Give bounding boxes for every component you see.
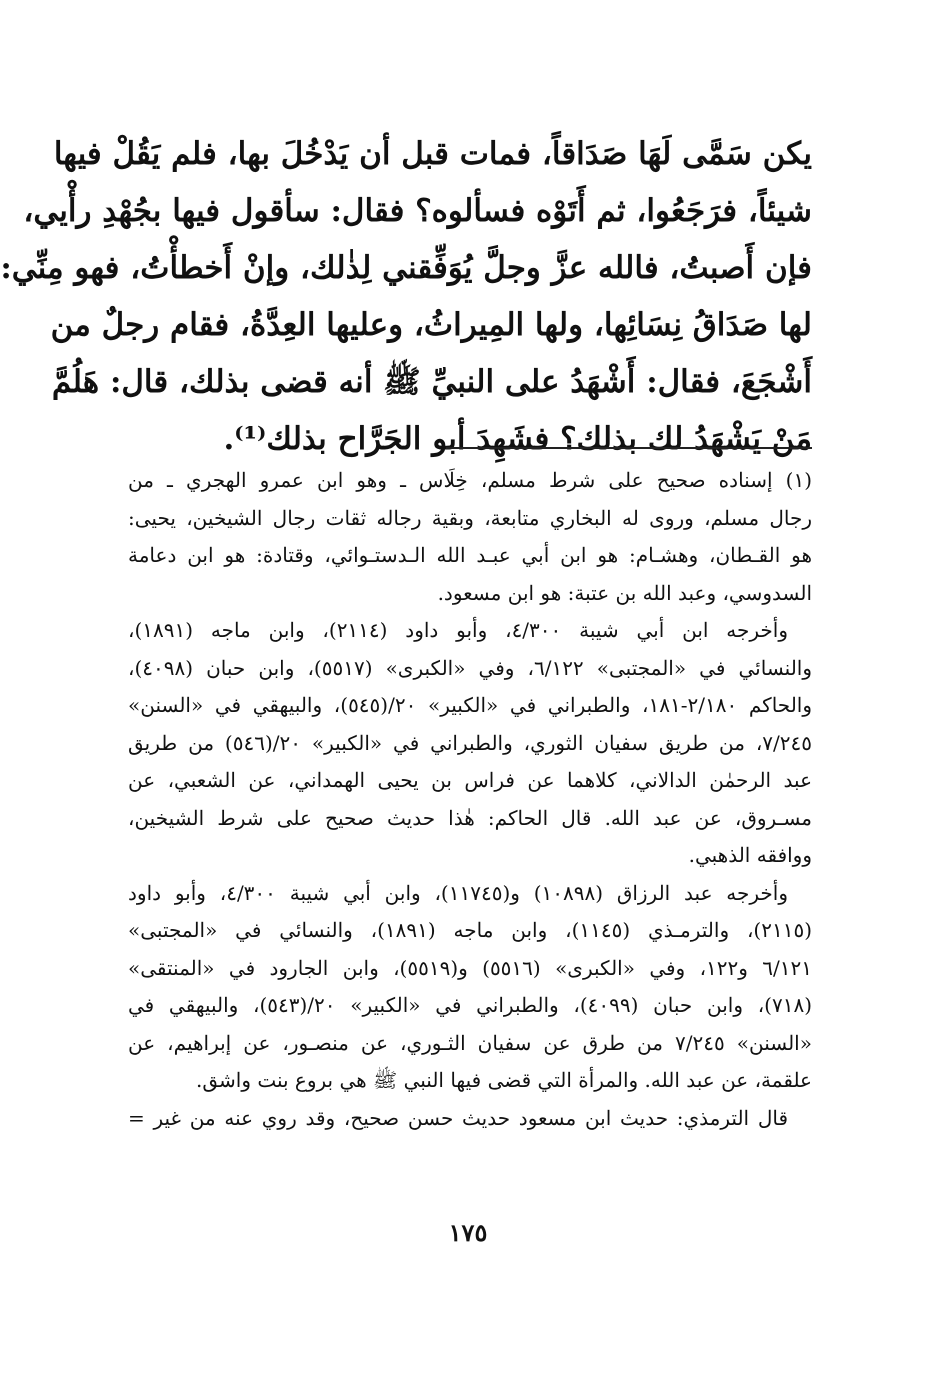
footnote-paragraph — [128, 612, 812, 875]
footnote-line: (٢١١٥)، والترمـذي (١١٤٥)، وابن ماجه (١٨٩١)، والنسائي في «المجتبى» — [128, 918, 812, 942]
footnote-line: (٧١٨)، وابن حبان (٤٠٩٩)، والطبراني في «الكبير» ٢٠/(٥٤٣)، والبيهقي في — [128, 993, 812, 1017]
footnote-line: رجال مسلم، وروى له البخاري متابعة، وبقية رجاله ثقات رجال الشيخين، يحيى: — [128, 505, 812, 530]
footnote-line: السدوسي، وعبد الله بن عتبة: هو ابن مسعود. — [437, 580, 812, 605]
main-text-line: أَشْجَعَ، فقال: أَشْهَدُ على النبيِّ ﷺ أنه قضى بذلك، قال: هَلُمَّ — [51, 364, 812, 400]
footnote-line: هو القـطان، وهشـام: هو ابن أبي عبـد الله الـدستـوائي، وقتادة: هو ابن دعامة — [128, 543, 812, 567]
footnote-line: وأخرجه عبد الرزاق (١٠٨٩٨) و(١١٧٤٥)، وابن أبي شيبة ٤/٣٠٠، وأبو داود — [128, 880, 788, 905]
footnote-paragraph — [128, 462, 812, 612]
footnote-line: مسـروق، عن عبد الله. قال الحاكم: هٰذا حديث صحيح على شرط الشيخين، — [128, 805, 812, 830]
main-text-line: يكن سَمَّى لَهَا صَدَاقاً، فمات قبل أن يَدْخُلَ بها، فلم يَقُلْ فيها — [53, 136, 812, 172]
footnote-line: ٧/٢٤٥، من طريق سفيان الثوري، والطبراني في «الكبير» ٢٠/(٥٤٦) من طريق — [128, 730, 813, 755]
footnote-line: علقمة، عن عبد الله. والمرأة التي قضى فيها النبي ﷺ هي بروع بنت واشق. — [195, 1068, 812, 1092]
main-text-line: فإن أَصبتُ، فالله عزَّ وجلَّ يُوَفِّقني لِذٰلك، وإنْ أَخطأْتُ، فهو مِنِّي: — [0, 250, 812, 286]
footnote-line: ٦/١٢١ و١٢٢، وفي «الكبرى» (٥٥١٦) و(٥٥١٩)، وابن الجارود في «المنتقى» — [128, 955, 812, 980]
footnote-line: والنسائي في «المجتبى» ٦/١٢٢، وفي «الكبرى» (٥٥١٧)، وابن حبان (٤٠٩٨)، — [128, 655, 812, 680]
footnote-line: ووافقه الذهبي. — [688, 843, 812, 867]
footnote-line: قال الترمذي: حديث ابن مسعود حديث حسن صحيح، وقد روي عنه من غير = — [128, 1105, 788, 1130]
main-text-line: مَنْ يَشْهَدُ لك بذلك؟ فشَهِدَ أبو الجَرَّاح بذلك⁽¹⁾. — [223, 421, 812, 457]
footnote-line: (١) إسناده صحيح على شرط مسلم، خِلَاس ـ وهو ابن عمرو الهجري ـ من — [128, 468, 812, 492]
footnote-paragraph — [128, 875, 812, 1100]
footnote-paragraph — [128, 1100, 812, 1138]
footnote-line: والحاكم ٢/١٨٠-١٨١، والطبراني في «الكبير» ٢٠/(٥٤٥)، والبيهقي في «السنن» — [128, 693, 812, 717]
footnote-line: «السنن» ٧/٢٤٥ من طرق عن سفيان الثـوري، عن منصـور، عن إبراهيم، عن — [128, 1030, 812, 1055]
footnote-separator — [446, 447, 812, 449]
page-number: ١٧٥ — [448, 1218, 488, 1247]
footnote-line: عبد الرحمٰن الدالاني، كلاهما عن فراس بن يحيى الهمداني، عن الشعبي، عن — [128, 768, 812, 792]
footnote-line: وأخرجه ابن أبي شيبة ٤/٣٠٠، وأبو داود (٢١١٤)، وابن ماجه (١٨٩١)، — [128, 618, 788, 642]
footnotes — [128, 462, 812, 1137]
main-text-line: شيئاً، فرَجَعُوا، ثم أَتَوْه فسألوه؟ فقال: سأقول فيها بجُهْدِ رأْيي، — [23, 193, 812, 229]
main-text — [0, 126, 812, 468]
main-text-line: لها صَدَاقُ نِسَائِها، ولها المِيراثُ، وعليها العِدَّةُ، فقام رجلٌ من — [50, 307, 812, 343]
